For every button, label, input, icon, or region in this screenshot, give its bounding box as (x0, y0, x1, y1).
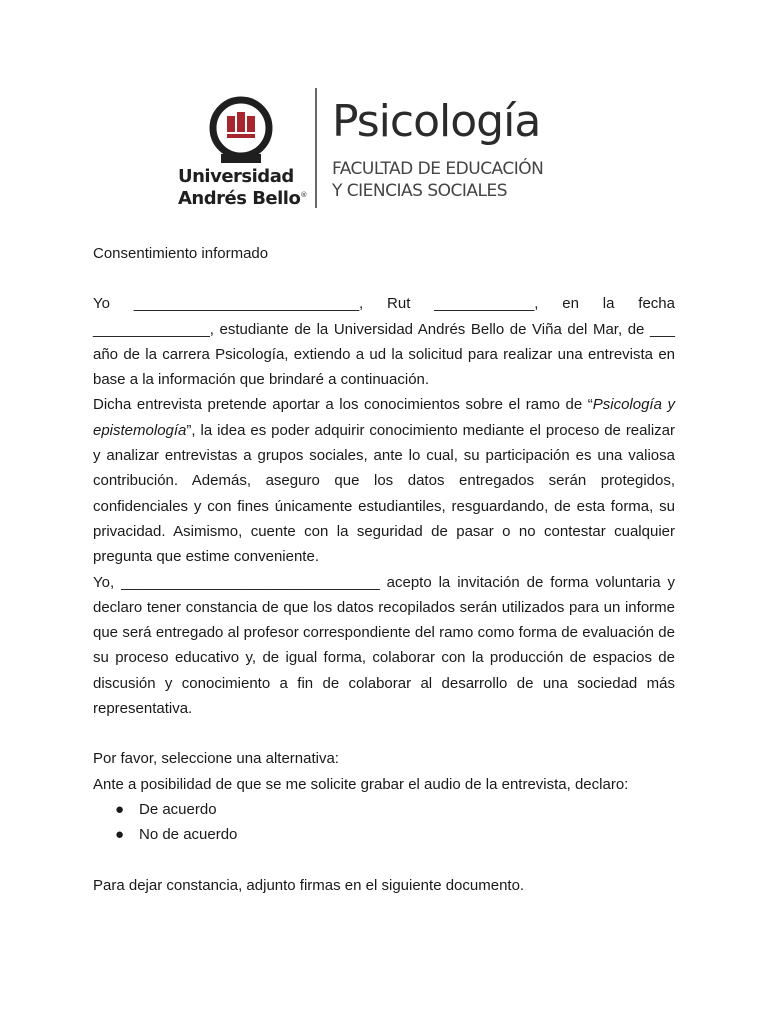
date-blank[interactable]: ______________ (93, 320, 210, 338)
option-label: De acuerdo (139, 800, 217, 818)
consent-options (93, 797, 675, 848)
intro-en: en (562, 295, 579, 313)
intro-rut: Rut (387, 295, 411, 313)
spacer (93, 721, 675, 746)
faculty-line1: FACULTAD DE EDUCACIÓN (332, 159, 544, 179)
faculty-line2: Y CIENCIAS SOCIALES (332, 181, 508, 201)
intro-yo: Yo (93, 295, 110, 313)
university-name (178, 168, 328, 208)
purpose-paragraph (93, 392, 675, 569)
purpose-text-a: Dicha entrevista pretende aportar a los conocimientos sobre el ramo de “ (93, 396, 593, 414)
intro-text-b: año de la carrera Psicología, extiendo a ud la solicitud para realizar una entrevista en base a la información que brindaré a continuación. (93, 345, 675, 389)
closing-statement: Para dejar constancia, adjunto firmas en el siguiente documento. (93, 876, 525, 894)
intro-first-line (93, 291, 675, 316)
university-name-line2: Andrés Bello® (178, 188, 307, 209)
intro-paragraph (93, 291, 675, 392)
option-disagree[interactable] (115, 822, 675, 847)
year-blank[interactable]: ___ (649, 320, 675, 338)
purpose-text-b: ”, la idea es poder adquirir conocimiento mediante el proceso de realizar y analizar entrevistas a grupos sociales, ante lo cual, su participación es una valiosa contribución. Además, aseguro que los datos entregados serán protegidos, confidenciales y con fines únicamente estudiantiles, resguardando, de esta forma, su privacidad. Asimismo, cuente con la seguridad de pasar o no contestar cualquier pregunta que estime conveniente. (93, 421, 675, 566)
intro-la: la (602, 295, 615, 313)
acceptance-name-blank[interactable]: _______________________________ (121, 573, 380, 591)
bullet-icon: ● (115, 800, 125, 818)
consent-document (93, 241, 675, 898)
intro-text-a: , estudiante de la Universidad Andrés Bello de Viña del Mar, de (209, 320, 645, 338)
university-emblem-icon (207, 96, 275, 168)
option-agree[interactable] (115, 797, 675, 822)
intro-fecha: fecha (638, 295, 675, 313)
acceptance-yo: Yo, (93, 573, 115, 591)
course-name: Psicología y epistemología (93, 396, 676, 439)
spacer (93, 848, 675, 873)
bullet-icon: ● (115, 826, 125, 844)
option-label: No de acuerdo (139, 826, 238, 844)
select-prompt: Por favor, seleccione una alternativa: (93, 750, 339, 768)
name-blank[interactable]: ___________________________, (133, 295, 364, 313)
acceptance-text: acepto la invitación de forma voluntaria y declaro tener constancia de que los datos recopilados serán utilizados para un informe que será entregado al profesor correspondiente del ramo como forma de evaluación de su proceso educativo y, de igual forma, colaborar con la producción de espacios de discusión y conocimiento a fin de colaborar al desarrollo de una sociedad más representativa. (93, 573, 676, 718)
university-name-line1: Universidad (178, 166, 294, 187)
header-logo (160, 86, 608, 212)
rut-blank[interactable]: ____________, (434, 295, 539, 313)
logo-divider (315, 88, 317, 208)
audio-prompt: Ante a posibilidad de que se me solicite grabar el audio de la entrevista, declaro: (93, 775, 629, 793)
faculty-name (332, 158, 543, 202)
university-logo (160, 86, 310, 212)
department-name: Psicología (332, 96, 541, 147)
spacer (93, 266, 675, 291)
document-title: Consentimiento informado (93, 245, 269, 262)
acceptance-paragraph (93, 570, 675, 722)
